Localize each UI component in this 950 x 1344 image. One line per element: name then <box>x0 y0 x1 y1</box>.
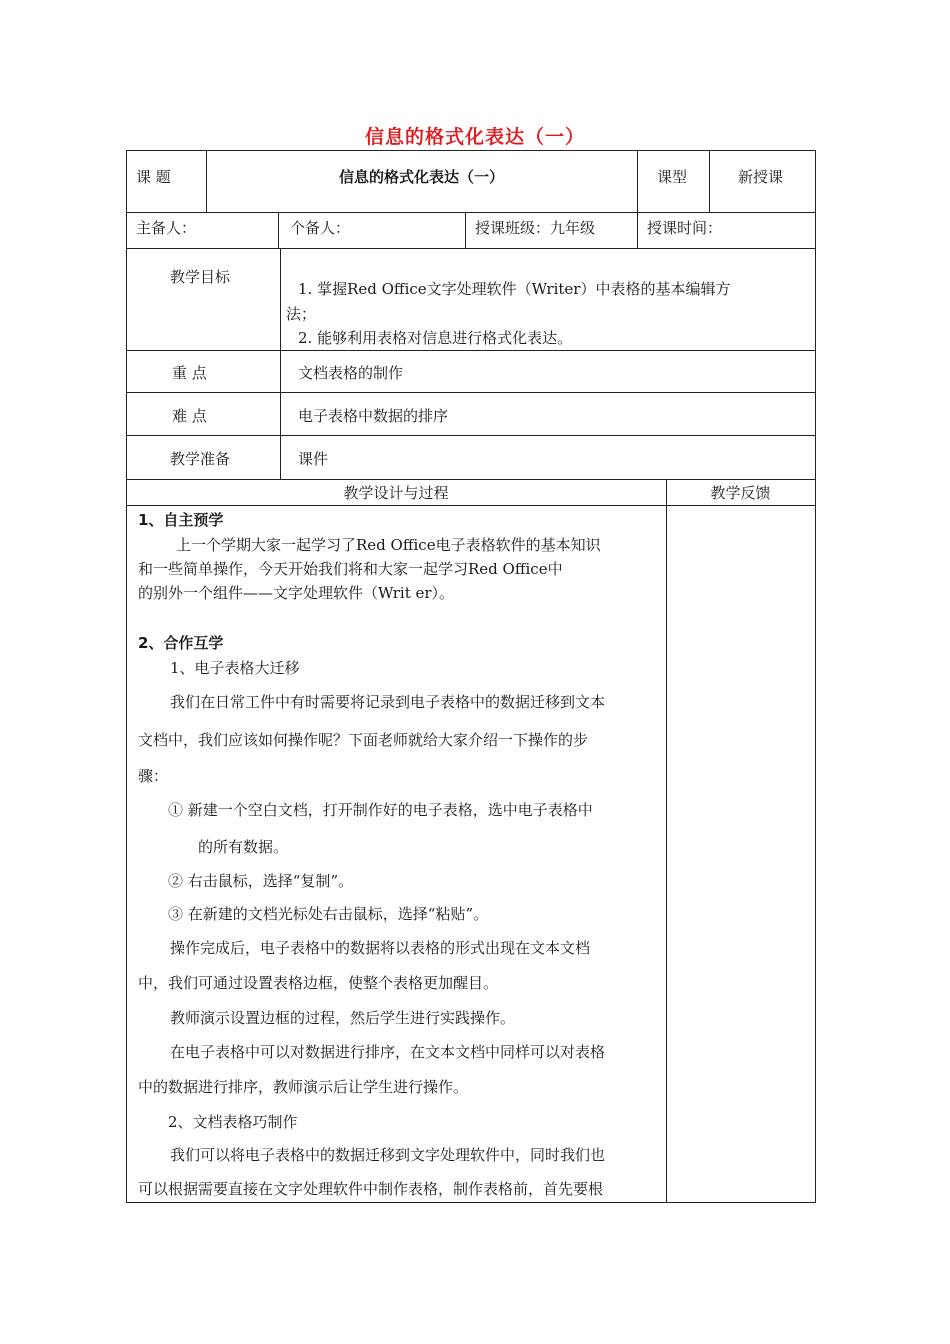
time-info: 授课时间： <box>647 219 723 237</box>
section-2-title: 2、合作互学 <box>138 634 224 652</box>
objective-2: 2. 能够利用表格对信息进行格式化表达。 <box>298 329 573 347</box>
table-rule <box>126 392 816 393</box>
class-info: 授课班级：九年级 <box>475 219 596 237</box>
body-line: 和一些简单操作，今天开始我们将和大家一起学习Red Office中 <box>138 560 563 578</box>
body-line: 我们可以将电子表格中的数据迁移到文字处理软件中，同时我们也 <box>170 1146 606 1164</box>
step-1: ① 新建一个空白文档，打开制作好的电子表格，选中电子表格中 <box>168 801 593 819</box>
table-rule-v <box>465 212 466 248</box>
objectives-label: 教学目标 <box>170 268 231 286</box>
body-line: 上一个学期大家一起学习了Red Office电子表格软件的基本知识 <box>176 536 601 554</box>
table-rule <box>126 248 816 249</box>
step-3: ③ 在新建的文档光标处右击鼠标，选择“粘贴”。 <box>168 905 489 923</box>
subsection-1-title: 1、电子表格大迁移 <box>170 659 300 677</box>
subsection-2-title: 2、文档表格巧制作 <box>168 1113 298 1131</box>
table-rule <box>126 505 816 506</box>
key-point-label: 重 点 <box>172 364 207 382</box>
process-header: 教学设计与过程 <box>343 484 449 502</box>
table-rule-v <box>637 212 638 248</box>
table-border-bottom <box>126 1202 816 1203</box>
body-line: 骤： <box>138 767 169 785</box>
body-line: 中，我们可通过设置表格边框，使整个表格更加醒目。 <box>138 974 499 992</box>
type-value: 新授课 <box>738 168 784 186</box>
section-1-title: 1、自主预学 <box>138 511 224 529</box>
table-rule-v <box>280 248 281 479</box>
body-line: 的别外一个组件——文字处理软件（Writ er）。 <box>138 584 455 602</box>
topic-label: 课 题 <box>136 168 171 186</box>
table-border-top <box>126 150 816 151</box>
body-line: 可以根据需要直接在文字处理软件中制作表格，制作表格前，首先要根 <box>138 1180 604 1198</box>
feedback-header: 教学反馈 <box>710 484 771 502</box>
table-rule <box>126 212 816 213</box>
page-title: 信息的格式化表达（一） <box>364 126 585 148</box>
table-border-left <box>126 150 127 1203</box>
difficulty-label: 难 点 <box>172 407 207 425</box>
body-line: 在电子表格中可以对数据进行排序，在文本文档中同样可以对表格 <box>170 1043 606 1061</box>
table-rule-v <box>709 150 710 212</box>
table-rule <box>126 435 816 436</box>
table-border-right <box>815 150 816 1203</box>
body-line: 操作完成后，电子表格中的数据将以表格的形式出现在文本文档 <box>170 939 591 957</box>
step-1-cont: 的所有数据。 <box>198 838 289 856</box>
table-rule-v <box>278 212 279 248</box>
table-rule-v <box>637 150 638 212</box>
preparation-value: 课件 <box>298 450 329 468</box>
type-label: 课型 <box>657 168 688 186</box>
body-line: 教师演示设置边框的过程，然后学生进行实践操作。 <box>170 1009 516 1027</box>
objective-1-cont: 法； <box>286 305 317 323</box>
difficulty-value: 电子表格中数据的排序 <box>298 407 449 425</box>
co-preparer: 个备人： <box>290 219 351 237</box>
body-line: 中的数据进行排序，教师演示后让学生进行操作。 <box>138 1078 469 1096</box>
table-rule <box>126 479 816 480</box>
preparation-label: 教学准备 <box>170 450 231 468</box>
table-rule <box>126 350 816 351</box>
objective-1: 1. 掌握Red Office文字处理软件（Writer）中表格的基本编辑方 <box>298 280 731 298</box>
main-preparer: 主备人： <box>136 219 197 237</box>
step-2: ② 右击鼠标，选择“复制”。 <box>168 872 354 890</box>
body-line: 文档中，我们应该如何操作呢？下面老师就给大家介绍一下操作的步 <box>138 731 589 749</box>
topic-value: 信息的格式化表达（一） <box>338 168 504 186</box>
body-line: 我们在日常工件中有时需要将记录到电子表格中的数据迁移到文本 <box>170 693 606 711</box>
key-point-value: 文档表格的制作 <box>298 364 404 382</box>
